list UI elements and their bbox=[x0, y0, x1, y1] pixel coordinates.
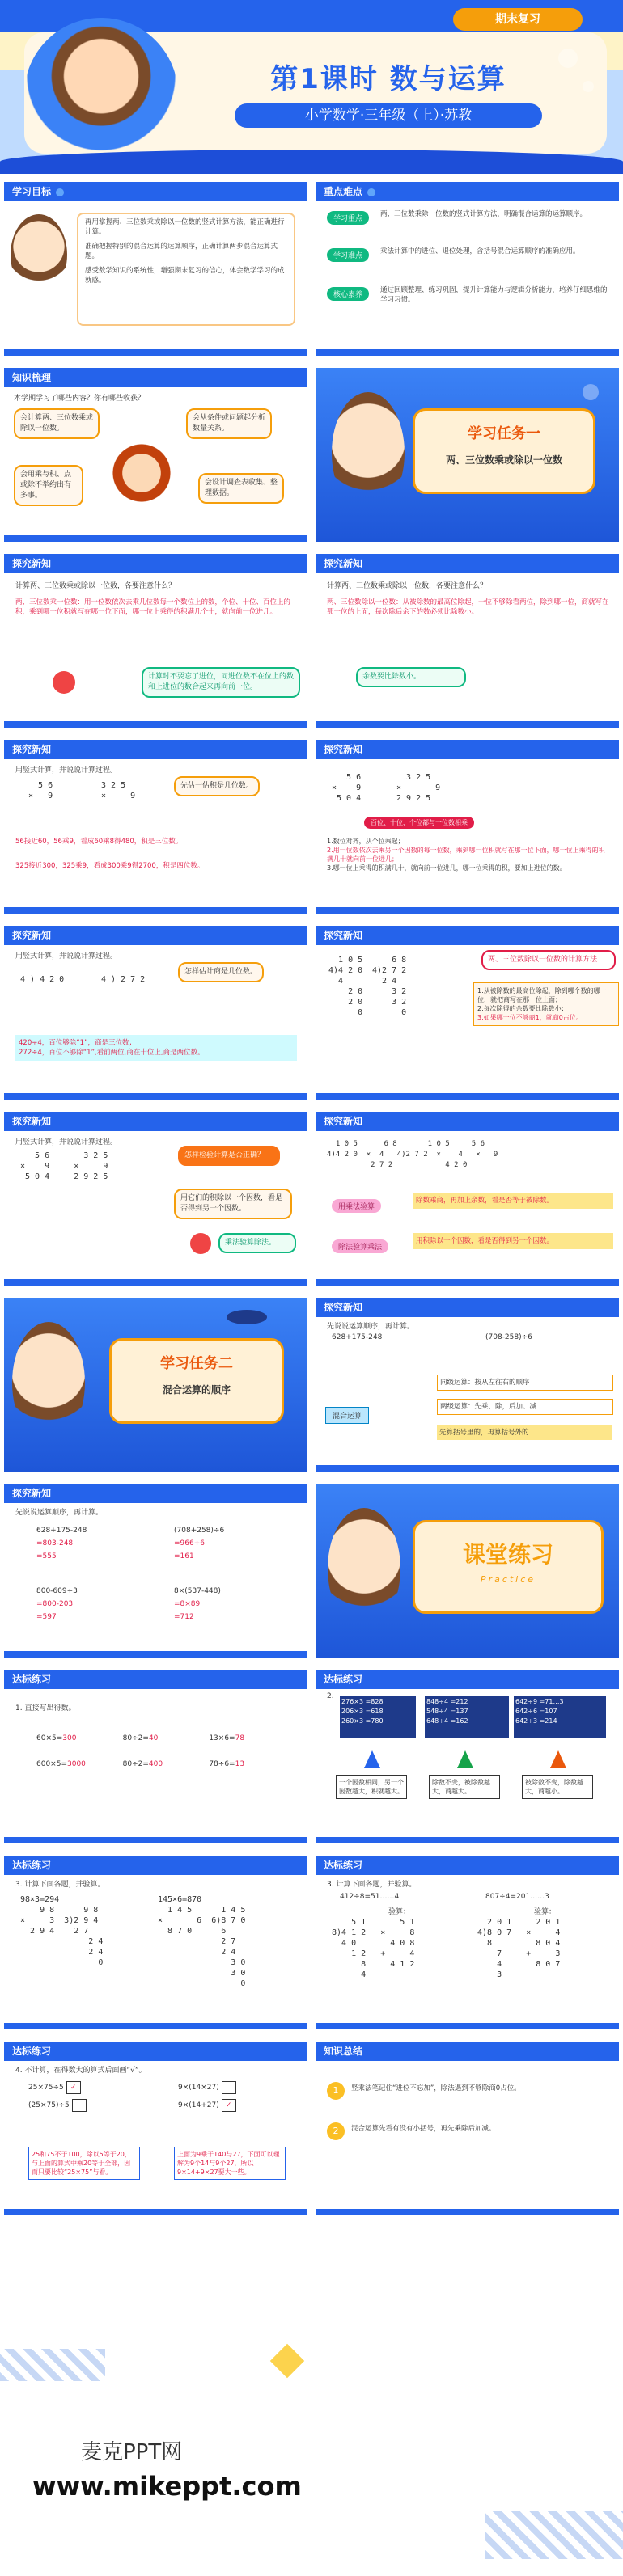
bar-title: 达标练习 bbox=[324, 1860, 363, 1871]
slide-task-one bbox=[316, 368, 619, 542]
question: 计算两、三位数乘或除以一位数，各要注意什么？ bbox=[15, 582, 176, 590]
bar-title: 知识总结 bbox=[324, 2046, 363, 2057]
calc-2-line: =161 bbox=[174, 1552, 194, 1560]
method-tag: 百位、十位、个位都与一位数相乘 bbox=[364, 817, 474, 829]
check-box[interactable] bbox=[222, 2081, 236, 2094]
arrow-up-icon bbox=[457, 1750, 473, 1768]
steps bbox=[327, 837, 610, 872]
item-answer: 300 bbox=[62, 1734, 77, 1742]
calc-325x9-done: 3 2 5 × 9 2 9 2 5 bbox=[396, 773, 441, 803]
calc-272div4: 4 ) 2 7 2 bbox=[101, 975, 146, 984]
step-2: 2.用一位数依次去乘另一个因数的每一位数，乘到哪一位积就写在那一位下面，哪一位上乘得的积满几十就向前一位进几； bbox=[327, 847, 605, 863]
goals-card bbox=[77, 213, 295, 326]
bottom-band bbox=[316, 907, 619, 914]
compare-table-3: 642÷9 =71…3 642÷6 =107 642÷3 =214 bbox=[514, 1696, 606, 1738]
expr-2: (708-258)÷6 bbox=[485, 1333, 532, 1341]
row bbox=[28, 2079, 117, 2097]
calc-3 bbox=[36, 1585, 78, 1624]
calc-1-line: =803-248 bbox=[36, 1539, 74, 1548]
line-2: 272÷4，百位不够除“1”,看前两位,商在十位上,商是两位数。 bbox=[19, 1049, 205, 1057]
slide-body bbox=[15, 580, 299, 617]
bottom-band bbox=[4, 349, 307, 356]
verify-text-2: 用积除以一个因数，看是否得到另一个因数。 bbox=[413, 1233, 613, 1249]
review-question: 本学期学习了哪些内容？你有哪些收获？ bbox=[14, 395, 146, 403]
item-answer: 400 bbox=[148, 1760, 163, 1768]
slide-explore-5 bbox=[4, 926, 307, 1100]
slide-bar bbox=[316, 1670, 619, 1689]
bar-title: 学习目标 bbox=[12, 186, 52, 197]
slide-bar bbox=[316, 1298, 619, 1317]
slide-task-two bbox=[4, 1298, 307, 1472]
row bbox=[178, 2097, 275, 2114]
calc-56x9: 5 6 × 9 bbox=[28, 781, 53, 800]
verify-bubble: 怎样检验计算是否正确？ bbox=[178, 1146, 280, 1166]
item bbox=[209, 1734, 295, 1742]
calc-1-line: 628+175-248 bbox=[36, 1527, 87, 1535]
row-expr: 25×75÷5 bbox=[28, 2084, 64, 2092]
compare-right bbox=[178, 2079, 275, 2114]
tag-mixed: 混合运算 bbox=[325, 1407, 369, 1424]
bottom-band bbox=[316, 349, 619, 356]
verify-text-1: 除数乘商，再加上余数，看是否等于被除数。 bbox=[413, 1193, 613, 1209]
estimate-bubble: 怎样估计商是几位数。 bbox=[178, 962, 264, 982]
dot-icon bbox=[56, 188, 64, 196]
focus-text: 两、三位数乘除一位数的竖式计算方法，明确混合运算的运算顺序。 bbox=[380, 210, 587, 218]
row-expr: 9×(14×27) bbox=[178, 2084, 219, 2092]
bottom-band bbox=[4, 1093, 307, 1100]
calc-56x9-done: 5 6 × 9 5 0 4 bbox=[332, 773, 362, 803]
fish-icon bbox=[227, 1310, 267, 1324]
kid-illustration bbox=[328, 1508, 400, 1629]
dot-icon bbox=[367, 188, 375, 196]
tomato-icon bbox=[53, 671, 75, 694]
calc-2 bbox=[174, 1524, 224, 1563]
note-1: 一个因数相同，另一个因数越大，积就越大。 bbox=[336, 1775, 407, 1799]
slide-bar bbox=[4, 926, 307, 945]
slide-bar bbox=[4, 2042, 307, 2061]
verify-label: 验算： bbox=[534, 1908, 557, 1916]
answers-grid bbox=[36, 1734, 295, 1768]
row-expr: 9×(14+27) bbox=[178, 2101, 219, 2109]
calc-98x3: 98×3=294 9 8 9 8 × 3 3)2 9 4 2 9 4 2 7 2 4 2 4 0 bbox=[20, 1895, 104, 1967]
slide-bar bbox=[316, 554, 619, 573]
answer: 两、三位数乘一位数：用一位数依次去乘几位数每一个数位上的数，个位、十位、百位上的积，乘到哪一位积就写在哪一位下面，哪一位上乘得的积满几个十，就向前一位进几。 bbox=[15, 598, 291, 616]
row bbox=[28, 2097, 117, 2114]
compare-left bbox=[28, 2079, 117, 2114]
bubble-4: 会设计调查表收集、整理数据。 bbox=[198, 473, 284, 504]
practice-card bbox=[413, 1520, 604, 1614]
slide-explore-4 bbox=[316, 740, 619, 914]
bottom-band bbox=[316, 1093, 619, 1100]
students-illustration bbox=[93, 433, 190, 513]
note-2: 除数不变，被除数越大，商越大。 bbox=[429, 1775, 500, 1799]
calc-2-line: (708+258)÷6 bbox=[174, 1527, 225, 1535]
slide-bar bbox=[316, 926, 619, 945]
calc-1-line: =555 bbox=[36, 1552, 57, 1560]
bar-title: 探究新知 bbox=[12, 1116, 52, 1127]
slide-mixed-calc bbox=[4, 1484, 307, 1658]
rule-2: 两级运算：先乘、除，后加、减 bbox=[437, 1399, 613, 1415]
goal-2: 准确把握特别的混合运算的运算顺序，正确计算两步混合运算式题。 bbox=[85, 243, 278, 260]
question: 3. 计算下面各题，并验算。 bbox=[327, 1881, 417, 1889]
difficulty-text: 乘法计算中的进位、退位处理，含括号混合运算顺序的准确应用。 bbox=[380, 247, 580, 255]
bubble-deco bbox=[558, 49, 578, 68]
bottom-band bbox=[316, 2209, 619, 2215]
task-card bbox=[109, 1338, 284, 1424]
tomato-icon bbox=[190, 1233, 211, 1254]
verify-bubble-3: 乘法验算除法。 bbox=[218, 1233, 296, 1253]
item-answer: 78 bbox=[235, 1734, 245, 1742]
eq-2: 807÷4=201……3 bbox=[485, 1893, 549, 1901]
check-box[interactable]: ✓ bbox=[222, 2099, 236, 2112]
bar-title: 重点难点 bbox=[324, 186, 363, 197]
tag-focus: 学习重点 bbox=[327, 211, 369, 225]
task-subtitle: 混合运算的顺序 bbox=[162, 1384, 231, 1396]
bar-title: 探究新知 bbox=[12, 744, 52, 755]
slide-drill-1 bbox=[4, 1670, 307, 1843]
rule-3: 先算括号里的，再算括号外的 bbox=[437, 1425, 612, 1440]
kid-illustration bbox=[332, 392, 405, 513]
estimate-bubble: 先估一估积是几位数。 bbox=[174, 776, 260, 796]
item-answer: 40 bbox=[148, 1734, 159, 1742]
calc-807div4: 2 0 1 2 0 1 4)8 0 7 × 4 8 8 0 4 7 + 3 4 8 0 7 3 bbox=[477, 1918, 561, 1979]
calc-4-line: 8×(537-448) bbox=[174, 1587, 221, 1595]
verify-bubble-2: 用它们的积除以一个因数，看是否得到另一个因数。 bbox=[174, 1189, 292, 1219]
verify-label: 验算： bbox=[388, 1908, 411, 1916]
bottom-band bbox=[4, 907, 307, 914]
method-title: 两、三位数除以一位数的计算方法 bbox=[481, 950, 616, 970]
question: 2. bbox=[327, 1692, 334, 1700]
bar-title: 达标练习 bbox=[324, 1674, 363, 1685]
goal-1: 再用掌握两、三位数乘或除以一位数的竖式计算方法，能正确进行计算。 bbox=[85, 218, 285, 236]
pattern-deco bbox=[485, 2511, 623, 2559]
slide-bar bbox=[316, 2042, 619, 2061]
bottom-band bbox=[4, 1651, 307, 1658]
slide-bar bbox=[4, 740, 307, 759]
slide-drill-4 bbox=[316, 1856, 619, 2029]
bubble-3: 会用乘与积、点或除不举约出有多事。 bbox=[14, 465, 83, 506]
explain-1: 25和75不于100，除以5等于20，与上面的算式中乘20等于全部，因而只要比较“25×75”与看。 bbox=[28, 2147, 140, 2180]
eq-1: 412÷8=51……4 bbox=[340, 1893, 400, 1901]
slide-summary bbox=[316, 2042, 619, 2215]
compare-table-1: 276×3 =828 206×3 =618 260×3 =780 bbox=[340, 1696, 416, 1738]
slide-explore-2 bbox=[316, 554, 619, 728]
bubble-2: 会从条件或问题起分析数量关系。 bbox=[186, 408, 272, 439]
item bbox=[123, 1734, 210, 1742]
slide-drill-3 bbox=[4, 1856, 307, 2029]
tag-verify-mul: 除法验算乘法 bbox=[332, 1239, 388, 1253]
question: 计算两、三位数乘或除以一位数，各要注意什么？ bbox=[327, 582, 488, 590]
arrow-up-icon bbox=[364, 1750, 380, 1768]
item-expr: 600×5= bbox=[36, 1760, 67, 1768]
summary-1: 竖乘法笔记住“进位不忘加”，除法遇到不够除商0占位。 bbox=[351, 2084, 521, 2092]
calc-3-line: =597 bbox=[36, 1613, 57, 1621]
calc-1 bbox=[36, 1524, 87, 1563]
bar-title: 探究新知 bbox=[324, 558, 363, 569]
step-3: 3.哪一位上乘得的积满几十，就向前一位进几，哪一位乘得的积，要加上进位的数。 bbox=[327, 864, 566, 872]
bottom-band bbox=[4, 1837, 307, 1843]
calc-272div4-done: 6 8 4)2 7 2 2 4 3 2 3 2 0 bbox=[372, 956, 407, 1017]
calc-420div4-done: 1 0 5 4)4 2 0 4 2 0 2 0 0 bbox=[328, 956, 363, 1017]
bar-title: 达标练习 bbox=[12, 1674, 52, 1685]
item bbox=[36, 1760, 123, 1768]
bar-title: 探究新知 bbox=[324, 1302, 363, 1313]
calc-verify-left: 5 6 3 2 5 × 9 × 9 5 0 4 2 9 2 5 bbox=[20, 1151, 108, 1181]
bottom-band bbox=[316, 1279, 619, 1286]
slide-explore-3 bbox=[4, 740, 307, 914]
kid-illustration bbox=[12, 1322, 85, 1443]
practice-subtitle: Practice bbox=[480, 1574, 536, 1585]
bar-title: 探究新知 bbox=[12, 1488, 52, 1499]
cover-slide bbox=[0, 0, 623, 174]
calc-4-line: =712 bbox=[174, 1613, 194, 1621]
cover-subtitle: 小学数学·三年级（上）·苏教 bbox=[235, 103, 542, 128]
slide-bar bbox=[4, 1484, 307, 1503]
slide-bar bbox=[316, 182, 619, 201]
cover-title: 第1课时 数与运算 bbox=[270, 63, 506, 95]
item bbox=[123, 1760, 210, 1768]
step-3: 3.如果哪一位不够商1，就商0占位。 bbox=[477, 1014, 583, 1021]
tip-bubble: 计算时不要忘了进位，同进位数不在位上的数和上进位的数合起来再向前一位。 bbox=[142, 667, 300, 698]
bubble-deco bbox=[583, 384, 599, 400]
bar-title: 达标练习 bbox=[12, 1860, 52, 1871]
bottom-band bbox=[316, 721, 619, 728]
number-2-icon: 2 bbox=[327, 2122, 345, 2140]
bar-title: 知识梳理 bbox=[12, 372, 52, 383]
slide-explore-6 bbox=[316, 926, 619, 1100]
review-badge: 期末复习 bbox=[453, 8, 583, 31]
slide-explore-1 bbox=[4, 554, 307, 728]
tag-difficulty: 学习难点 bbox=[327, 248, 369, 262]
calc-2-line: =966÷6 bbox=[174, 1539, 205, 1548]
slide-bar bbox=[4, 554, 307, 573]
bar-title: 探究新知 bbox=[324, 930, 363, 941]
number-1-icon: 1 bbox=[327, 2082, 345, 2100]
bar-title: 探究新知 bbox=[324, 1116, 363, 1127]
slide-mixed-ops bbox=[316, 1298, 619, 1472]
goal-3: 感受数学知识的系统性，增强期末复习的信心，体会数学学习的成就感。 bbox=[85, 267, 285, 285]
diamond-deco bbox=[270, 2344, 304, 2378]
item-expr: 13×6= bbox=[209, 1734, 235, 1742]
item-expr: 78÷6= bbox=[209, 1760, 235, 1768]
bottom-band bbox=[4, 2209, 307, 2215]
explain-2: 上面为9乘于140与27，下面可以理解为9个14与9个27，所以9×14+9×27要大一些。 bbox=[174, 2147, 286, 2180]
explain-box bbox=[15, 1035, 297, 1061]
question: 先说说运算顺序，再计算。 bbox=[327, 1323, 415, 1331]
bottom-band bbox=[4, 2023, 307, 2029]
expr-1: 628+175-248 bbox=[332, 1333, 383, 1341]
slide-drill-5 bbox=[4, 2042, 307, 2215]
line-1: 56接近60，56乘9，看成60乘8得480，积是三位数。 bbox=[15, 838, 183, 846]
slide-bar bbox=[316, 740, 619, 759]
bar-title: 达标练习 bbox=[12, 2046, 52, 2057]
answer: 两、三位数除以一位数：从被除数的最高位除起，一位不够除看两位，除到哪一位，商就写在那一位的上面，每次除后余下的数必须比除数小。 bbox=[327, 598, 609, 616]
rule-1: 同级运算：按从左往右的顺序 bbox=[437, 1375, 613, 1391]
slide-explore-7 bbox=[4, 1112, 307, 1286]
compare-table-2: 848÷4 =212 548÷4 =137 648÷4 =162 bbox=[425, 1696, 509, 1738]
tag-verify-div: 用乘法验算 bbox=[332, 1199, 381, 1213]
bottom-band bbox=[316, 2023, 619, 2029]
slide-bar bbox=[4, 1112, 307, 1131]
calc-412div8: 5 1 5 1 8)4 1 2 × 8 4 0 4 0 8 1 2 + 4 8 4 1 2 4 bbox=[332, 1918, 415, 1979]
task-subtitle: 两、三位数乘或除以一位数 bbox=[445, 454, 562, 466]
bubble-1: 会计算两、三位数乘或除以一位数。 bbox=[14, 408, 100, 439]
task-title: 学习任务二 bbox=[160, 1355, 233, 1372]
item-answer: 3000 bbox=[67, 1760, 86, 1768]
tag-literacy: 核心素养 bbox=[327, 287, 369, 301]
line-2: 325接近300，325乘9，看成300乘9得2700，积是四位数。 bbox=[15, 862, 205, 870]
question: 用竖式计算，并说说计算过程。 bbox=[15, 766, 118, 775]
slide-drill-2 bbox=[316, 1670, 619, 1843]
slide-learning-goals bbox=[4, 182, 307, 356]
row bbox=[178, 2079, 275, 2097]
kid-illustration bbox=[11, 214, 67, 295]
pattern-deco bbox=[0, 2349, 105, 2381]
calc-145x6: 145×6=870 1 4 5 1 4 5 × 6 6)8 7 0 8 7 0 6 2 7 2 4 3 0 3 0 0 bbox=[158, 1895, 246, 1988]
bottom-band bbox=[316, 1837, 619, 1843]
summary-2: 混合运算先看有没有小括号，再先乘除后加减。 bbox=[351, 2125, 496, 2133]
slide-key-points bbox=[316, 182, 619, 356]
arrow-up-icon bbox=[550, 1750, 566, 1768]
slide-bar bbox=[316, 1856, 619, 1875]
question: 先说说运算顺序，再计算。 bbox=[15, 1509, 104, 1517]
site-name: 麦克PPT网 bbox=[81, 2440, 183, 2464]
calc-row: 1 0 5 6 8 1 0 5 5 6 4)4 2 0 × 4 4)2 7 2 × 4 × 9 2 7 2 4 2 0 bbox=[327, 1140, 498, 1169]
question: 3. 计算下面各题，并验算。 bbox=[15, 1881, 105, 1889]
task-title: 学习任务一 bbox=[468, 425, 540, 442]
question: 1. 直接写出得数。 bbox=[15, 1704, 76, 1712]
item-expr: 80÷2= bbox=[122, 1760, 149, 1768]
item-answer: 13 bbox=[235, 1760, 245, 1768]
slide-bar bbox=[4, 368, 307, 387]
step-1: 1.从被除数的最高位除起，除到哪个数的哪一位，就把商写在那一位上面； bbox=[477, 987, 607, 1003]
bottom-band bbox=[4, 721, 307, 728]
diver-illustration bbox=[24, 18, 178, 171]
row-expr: (25×75)÷5 bbox=[28, 2101, 70, 2109]
bottom-band bbox=[4, 1279, 307, 1286]
bar-title: 探究新知 bbox=[12, 558, 52, 569]
bottom-band bbox=[4, 535, 307, 542]
item-expr: 60×5= bbox=[36, 1734, 63, 1742]
calc-3-line: 800-609÷3 bbox=[36, 1587, 78, 1595]
practice-title: 课堂练习 bbox=[462, 1541, 553, 1568]
slide-bar bbox=[4, 182, 307, 201]
step-2: 2.每次除得的余数要比除数小； bbox=[477, 1005, 568, 1012]
site-url[interactable]: www.mikeppt.com bbox=[32, 2471, 302, 2502]
calc-325x9: 3 2 5 × 9 bbox=[101, 781, 136, 800]
slide-knowledge-review bbox=[4, 368, 307, 542]
calc-3-line: =800-203 bbox=[36, 1600, 74, 1608]
bar-title: 探究新知 bbox=[324, 744, 363, 755]
question: 用竖式计算，并说说计算过程。 bbox=[15, 1138, 118, 1147]
steps bbox=[473, 982, 619, 1026]
slide-bar bbox=[4, 1856, 307, 1875]
task-card bbox=[413, 408, 595, 494]
slide-bar bbox=[4, 1670, 307, 1689]
bar-title: 探究新知 bbox=[12, 930, 52, 941]
calc-420div4: 4 ) 4 2 0 bbox=[20, 975, 65, 984]
calc-4 bbox=[174, 1585, 221, 1624]
check-box[interactable] bbox=[72, 2099, 87, 2112]
calc-4-line: =8×89 bbox=[174, 1600, 201, 1608]
question: 用竖式计算，并说说计算过程。 bbox=[15, 952, 118, 961]
note-3: 被除数不变，除数越大，商越小。 bbox=[522, 1775, 593, 1799]
bubble-deco bbox=[583, 81, 594, 92]
slide-body bbox=[327, 580, 611, 617]
line-1: 420÷4，百位够除“1”，商是三位数； bbox=[19, 1039, 136, 1047]
slide-bar bbox=[316, 1112, 619, 1131]
wave bbox=[0, 150, 623, 174]
literacy-text: 通过回顾整理、练习巩固，提升计算能力与逻辑分析能力，培养仔细思维的学习习惯。 bbox=[380, 286, 608, 304]
check-box[interactable]: ✓ bbox=[66, 2081, 81, 2094]
step-1: 1.数位对齐，从个位乘起； bbox=[327, 838, 405, 845]
slide-explore-8 bbox=[316, 1112, 619, 1286]
item-expr: 80÷2= bbox=[122, 1734, 149, 1742]
slide-practice-cover bbox=[316, 1484, 619, 1658]
question: 4. 不计算，在得数大的算式后面画“√”。 bbox=[15, 2067, 146, 2075]
item bbox=[36, 1734, 123, 1742]
tip-bubble: 余数要比除数小。 bbox=[356, 667, 466, 687]
bottom-band bbox=[316, 1465, 619, 1472]
item bbox=[209, 1760, 295, 1768]
